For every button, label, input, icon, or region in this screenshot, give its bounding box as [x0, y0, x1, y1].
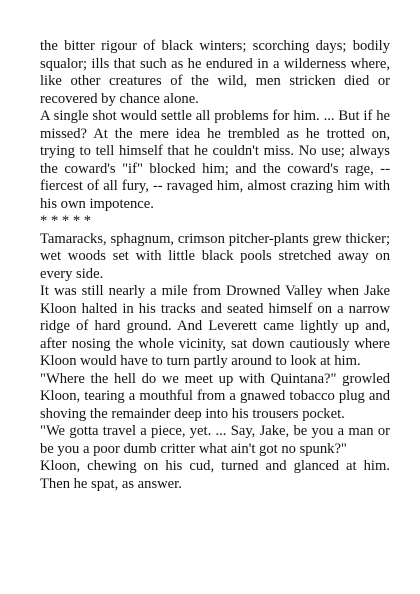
document-page [40, 38, 390, 493]
paragraph-quintana-question: "Where the hell do we meet up with Quintana?" growled Kloon, tearing a mouthful from a gnawed tobacco plug and shoving the remainder deep into his trousers pocket. [40, 370, 390, 422]
paragraph-leverett-reply: "We gotta travel a piece, yet. ... Say, Jake, be you a man or be you a poor dumb critter what ain't got no spunk?" [40, 423, 390, 457]
paragraph-single-shot: A single shot would settle all problems for him. ... But if he missed? At the mere idea he trembled as he trotted on, trying to tell himself that he couldn't miss. No use; always the coward's "if" blocked him; and the coward's rage, -- fiercest of all fury, -- ravaged him, almost crazing him with his own impotence. [40, 108, 390, 212]
paragraph-bitter-rigour: the bitter rigour of black winters; scorching days; bodily squalor; ills that such as he endured in a wilderness where, like other creatures of the wild, men stricken died or recovered by chance alone. [40, 38, 390, 107]
paragraph-kloon-answer: Kloon, chewing on his cud, turned and glanced at him. Then he spat, as answer. [40, 458, 390, 492]
paragraph-drowned-valley: It was still nearly a mile from Drowned Valley when Jake Kloon halted in his tracks and seated himself on a narrow ridge of hard ground. And Leverett came lightly up and, after nosing the whole vicinity, sat down cautiously where Kloon would have to turn partly around to look at him. [40, 283, 390, 369]
section-separator: * * * * * [40, 213, 92, 229]
paragraph-tamaracks: Tamaracks, sphagnum, crimson pitcher-plants grew thicker; wet woods set with little black pools stretched away on every side. [40, 230, 390, 282]
